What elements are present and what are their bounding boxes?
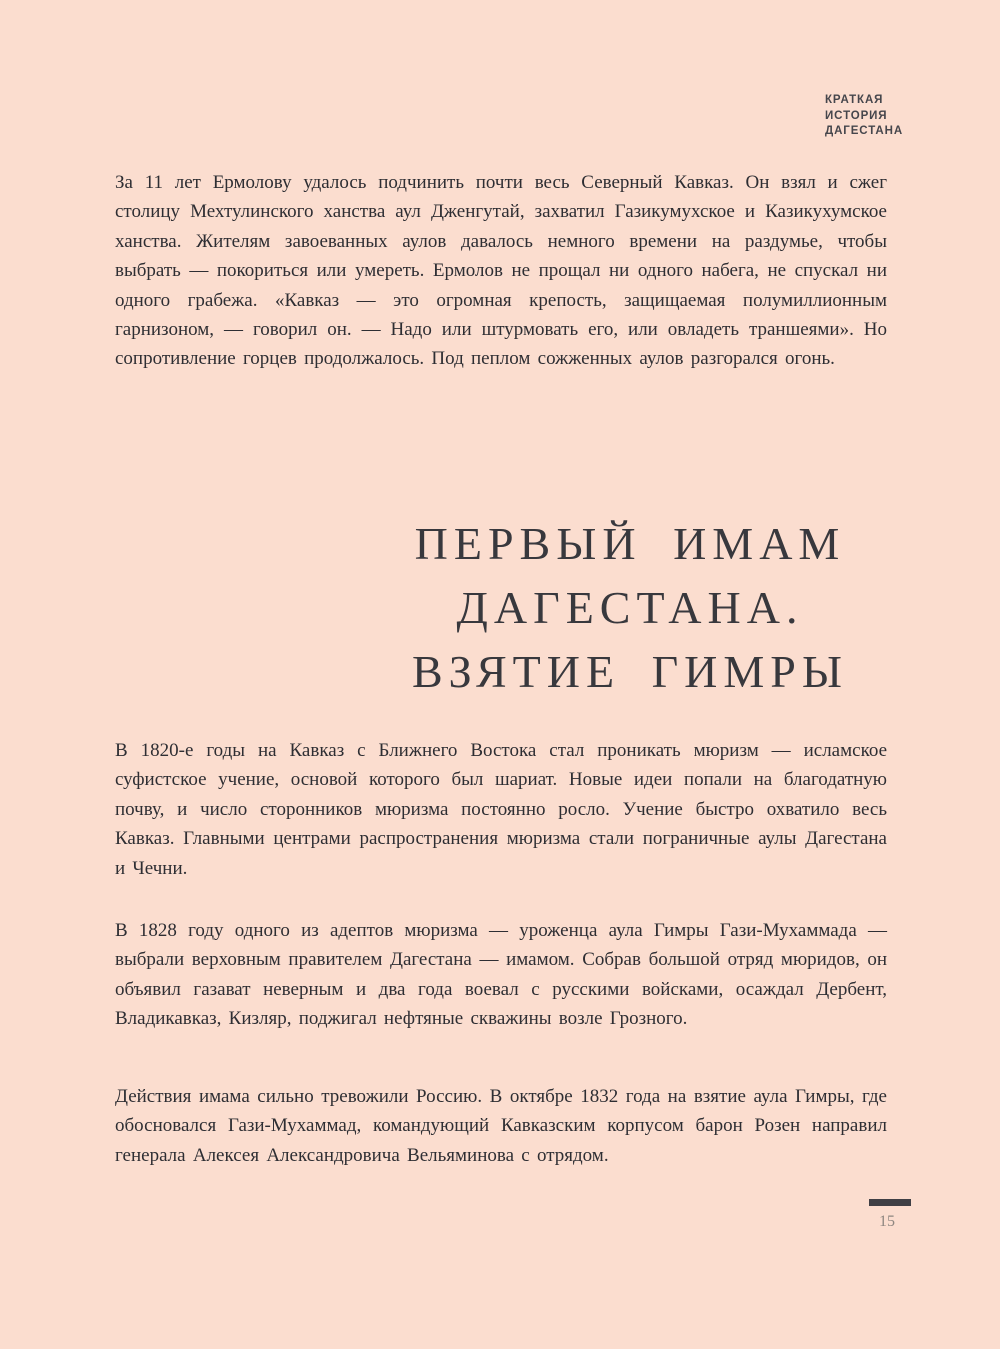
page-number: 15	[879, 1213, 895, 1230]
body-paragraph: Действия имама сильно тревожили Россию. В октябре 1832 года на взятие аула Гимры, где обосновался Гази-Мухаммад, командующий Кавказским корпусом барон Розен направил генерала Алексея Александровича Вельяминова с отрядом.	[115, 1086, 887, 1166]
section-heading-line: ПЕРВЫЙ ИМАМ	[414, 518, 846, 569]
running-head	[825, 93, 903, 140]
section-heading-line: ДАГЕСТАНА.	[456, 582, 804, 633]
section-heading	[0, 512, 1000, 704]
section-heading-line: ВЗЯТИЕ ГИМРЫ	[412, 646, 848, 697]
body-paragraph: В 1828 году одного из адептов мюризма — уроженца аула Гимры Гази-Мухаммада — выбрали верховным правителем Дагестана — имамом. Собрав большой отряд мюридов, он объявил газават неверным и два года воевал с русскими войсками, осаждал Дербент, Владикавказ, Кизляр, поджигал нефтяные скважины возле Грозного.	[115, 920, 887, 1030]
intro-paragraph: За 11 лет Ермолову удалось подчинить почти весь Северный Кавказ. Он взял и сжег столицу Мехтулинского ханства аул Дженгутай, захватил Газикумухское и Казикухумское ханства. Жителям завоеванных аулов давалось немного времени на раздумье, чтобы выбрать — покориться или умереть. Ермолов не прощал ни одного набега, не спускал ни одного грабежа. «Кавказ — это огромная крепость, защищаемая полумиллионным гарнизоном, — говорил он. — Надо или штурмовать его, или овладеть траншеями». Но сопротивление горцев продолжалось. Под пеплом сожженных аулов разгорался огонь.	[115, 172, 887, 370]
footer-mark	[869, 1199, 911, 1231]
footer-rule	[869, 1199, 911, 1206]
running-head-line: ИСТОРИЯ	[825, 109, 888, 122]
body-paragraph: В 1820-е годы на Кавказ с Ближнего Востока стал проникать мюризм — исламское суфистское учение, основой которого был шариат. Новые идеи попали на благодатную почву, и число сторонников мюризма постоянно росло. Учение быстро охватило весь Кавказ. Главными центрами распространения мюризма стали пограничные аулы Дагестана и Чечни.	[115, 740, 887, 879]
running-head-line: ДАГЕСТАНА	[825, 125, 904, 137]
running-head-line: КРАТКАЯ	[825, 94, 884, 106]
